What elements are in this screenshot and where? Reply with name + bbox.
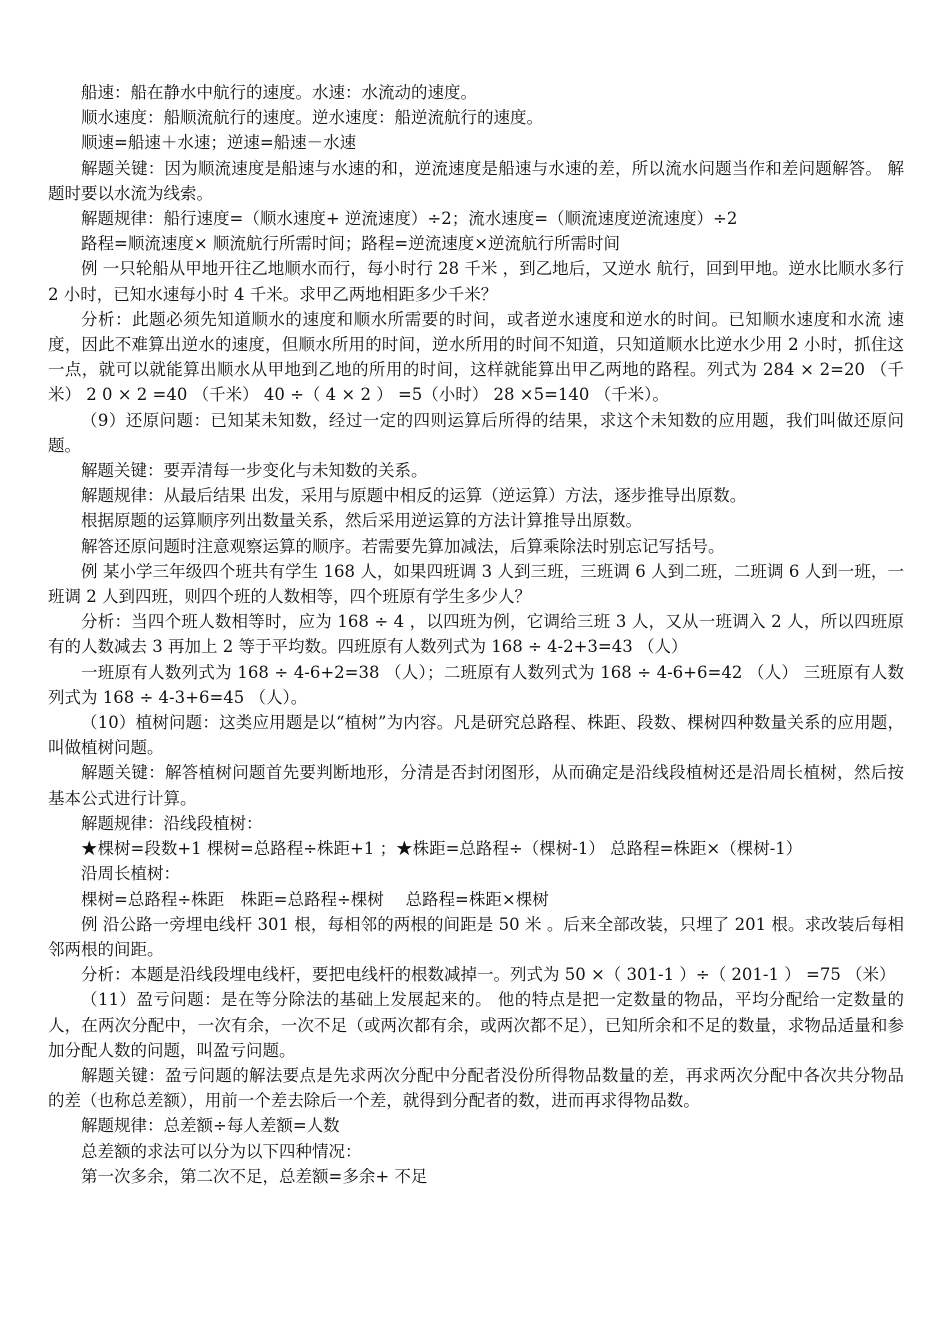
paragraph-downstream-def: 顺水速度：船顺流航行的速度。逆水速度：船逆流航行的速度。 xyxy=(81,108,543,128)
paragraph-tree-rule: 解题规律：沿线段植树： xyxy=(81,813,263,833)
paragraph-surplus-key: 解题关键：盈亏问题的解法要点是先求两次分配中分配者没份所得物品数量的差，再求两次分配中各次共分物品的差（也称总差额），用前一个差去除后一个差，就得到分配者的数，进而再求得物品数。 xyxy=(48,1065,904,1111)
paragraph-tree-heading: （10）植树问题：这类应用题是以“植树”为内容。凡是研究总路程、株距、段数、棵树四种数量关系的应用题，叫做植树问题。 xyxy=(48,713,904,758)
paragraph-speed-formula: 顺速=船速＋水速；逆速=船速－水速 xyxy=(81,133,357,153)
paragraph-restore-heading: （9）还原问题：已知某未知数，经过一定的四则运算后所得的结果，求这个未知数的应用题，我们叫做还原问题。 xyxy=(48,410,904,455)
paragraph-tree-analysis: 分析：本题是沿线段埋电线杆，要把电线杆的根数减掉一。列式为 50 ×（ 301-1 ）÷（ 201-1 ） =75 （米） xyxy=(81,965,896,985)
paragraph-restore-analysis: 分析：当四个班人数相等时，应为 168 ÷ 4 ，以四班为例，它调给三班 3 人，又从一班调入 2 人，所以四班原有的人数减去 3 再加上 2 等于平均数。四班原有人数列式为 168 ÷ 4-2+3=43 （人） xyxy=(48,612,904,657)
paragraph-tree-perimeter-formula: 棵树=总路程÷株距 株距=总路程÷棵树 总路程=株距×棵树 xyxy=(81,889,549,909)
paragraph-distance-formula: 路程=顺流速度× 顺流航行所需时间；路程=逆流速度×逆流航行所需时间 xyxy=(81,234,621,254)
paragraph-restore-rule: 解题规律：从最后结果 出发，采用与原题中相反的运算（逆运算）方法，逐步推导出原数。 xyxy=(81,486,747,506)
paragraph-tree-line-formula: ★棵树=段数+1 棵树=总路程÷株距+1 ；★株距=总路程÷（棵树-1） 总路程=株距×（棵树-1） xyxy=(81,839,803,859)
paragraph-surplus-heading: （11）盈亏问题：是在等分除法的基础上发展起来的。 他的特点是把一定数量的物品，平均分配给一定数量的人，在两次分配中，一次有余，一次不足（或两次都有余，或两次都不足），已知所余和不足的数量，求物品适量和参加分配人数的问题，叫盈亏问题。 xyxy=(48,990,904,1060)
paragraph-restore-note: 解答还原问题时注意观察运算的顺序。若需要先算加减法，后算乘除法时别忘记写括号。 xyxy=(81,536,725,556)
paragraph-surplus-cases: 总差额的求法可以分为以下四种情况： xyxy=(81,1141,362,1161)
paragraph-surplus-case-1: 第一次多余，第二次不足，总差额=多余+ 不足 xyxy=(81,1166,428,1186)
paragraph-flow-analysis: 分析：此题必须先知道顺水的速度和顺水所需要的时间，或者逆水速度和逆水的时间。已知顺水速度和水流 速度，因此不难算出逆水的速度，但顺水所用的时间，逆水所用的时间不知道，只知道顺水比逆水少用 2 小时，抓住这一点，就可以就能算出顺水从甲地到乙地的所用的时间，这样就能算出甲乙两地的路程。列式为 284 × 2=20 （千米） 2 0 × 2 =40 （千米） 40 ÷（ 4 × 2 ） =5（小时） 28 ×5=140 （千米）。 xyxy=(48,309,904,405)
paragraph-flow-example: 例 一只轮船从甲地开往乙地顺水而行，每小时行 28 千米 ，到乙地后，又逆水 航行，回到甲地。逆水比顺水多行 2 小时，已知水速每小时 4 千米。求甲乙两地相距多少千米？ xyxy=(48,259,904,304)
paragraph-restore-example: 例 某小学三年级四个班共有学生 168 人，如果四班调 3 人到三班，三班调 6 人到二班，二班调 6 人到一班，一班调 2 人到四班，则四个班的人数相等，四个班原有学生多少人？ xyxy=(48,561,904,607)
paragraph-tree-example: 例 沿公路一旁埋电线杆 301 根，每相邻的两根的间距是 50 米 。后来全部改装，只埋了 201 根。求改装后每相邻两根的间距。 xyxy=(48,914,904,959)
paragraph-flow-rule: 解题规律：船行速度=（顺水速度+ 逆流速度）÷2；流水速度=（顺流速度逆流速度）÷2 xyxy=(81,209,738,229)
paragraph-tree-perimeter: 沿周长植树： xyxy=(81,864,180,884)
paragraph-restore-key: 解题关键：要弄清每一步变化与未知数的关系。 xyxy=(81,461,428,481)
paragraph-surplus-rule: 解题规律：总差额÷每人差额=人数 xyxy=(81,1116,340,1136)
paragraph-flow-key: 解题关键：因为顺流速度是船速与水速的和，逆流速度是船速与水速的差，所以流水问题当作和差问题解答。 解题时要以水流为线索。 xyxy=(48,158,904,203)
paragraph-boat-speed-def: 船速：船在静水中航行的速度。水速：水流动的速度。 xyxy=(81,83,477,102)
paragraph-restore-order: 根据原题的运算顺序列出数量关系，然后采用逆运算的方法计算推导出原数。 xyxy=(81,511,642,531)
paragraph-tree-key: 解题关键：解答植树问题首先要判断地形，分清是否封闭图形，从而确定是沿线段植树还是沿周长植树，然后按基本公式进行计算。 xyxy=(48,763,904,808)
document-page xyxy=(48,80,904,1189)
paragraph-restore-analysis-cont: 一班原有人数列式为 168 ÷ 4-6+2=38 （人）；二班原有人数列式为 168 ÷ 4-6+6=42 （人） 三班原有人数列式为 168 ÷ 4-3+6=45 （人）。 xyxy=(48,662,904,707)
